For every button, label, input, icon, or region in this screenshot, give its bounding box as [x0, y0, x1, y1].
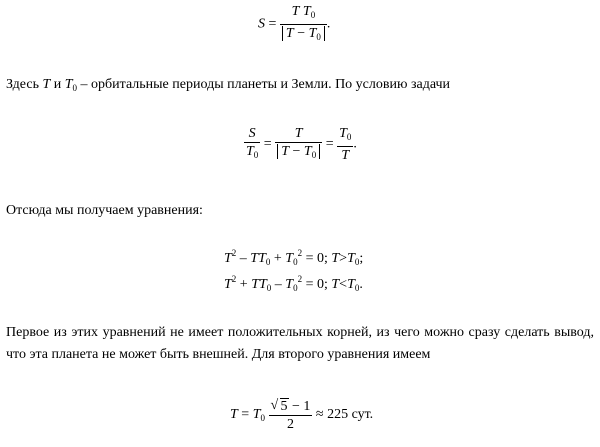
eq1-fraction [280, 4, 327, 45]
eq1-tail: . [326, 16, 331, 32]
equation-result: $T = T_0$ √ 5 − 1 2 ≈ 225 сут. [230, 398, 374, 432]
eq1-numerator: T $T_0$ [291, 4, 316, 20]
eq4-fraction: √ 5 − 1 2 [270, 398, 311, 432]
eq2-fraction-1: $\frac{S}{T_0}$ [244, 126, 260, 163]
paragraph-hence: Отсюда мы получаем уравнения: [6, 203, 203, 218]
equation-quadratic-2: $T^2 + TT_0 - T_0^2 = 0$; $T<T_0$. [224, 274, 363, 293]
eq1-lhs: S [258, 16, 265, 32]
paragraph-definitions: Здесь T и $T_0$ – орбитальные периоды планеты и Земли. По условию задачи [6, 77, 451, 93]
eq1-equals: = [268, 16, 277, 32]
equation-condition: $\frac{S}{T_0}$ = $\frac{T}{T - T_0}$ = $\frac{T_0}{T}$ . [246, 126, 357, 163]
equation-synodic-period [258, 4, 330, 45]
sqrt-symbol: √ 5 [270, 398, 288, 414]
eq1-denominator: $T - T_0$ [280, 24, 327, 45]
equation-quadratic-1: $T^2 - TT_0 + T_0^2 = 0$; $T>T_0$; [224, 248, 364, 267]
paragraph-conclusion: Первое из этих уравнений не имеет положительных корней, из чего можно сразу сделать вывод, что эта планета не может быть внешней. Для второго уравнения имеем [6, 325, 594, 362]
eq2-fraction-2: $\frac{T}{T - T_0}$ [275, 126, 322, 163]
eq2-fraction-3: $\frac{T_0}{T}$ [339, 126, 352, 163]
